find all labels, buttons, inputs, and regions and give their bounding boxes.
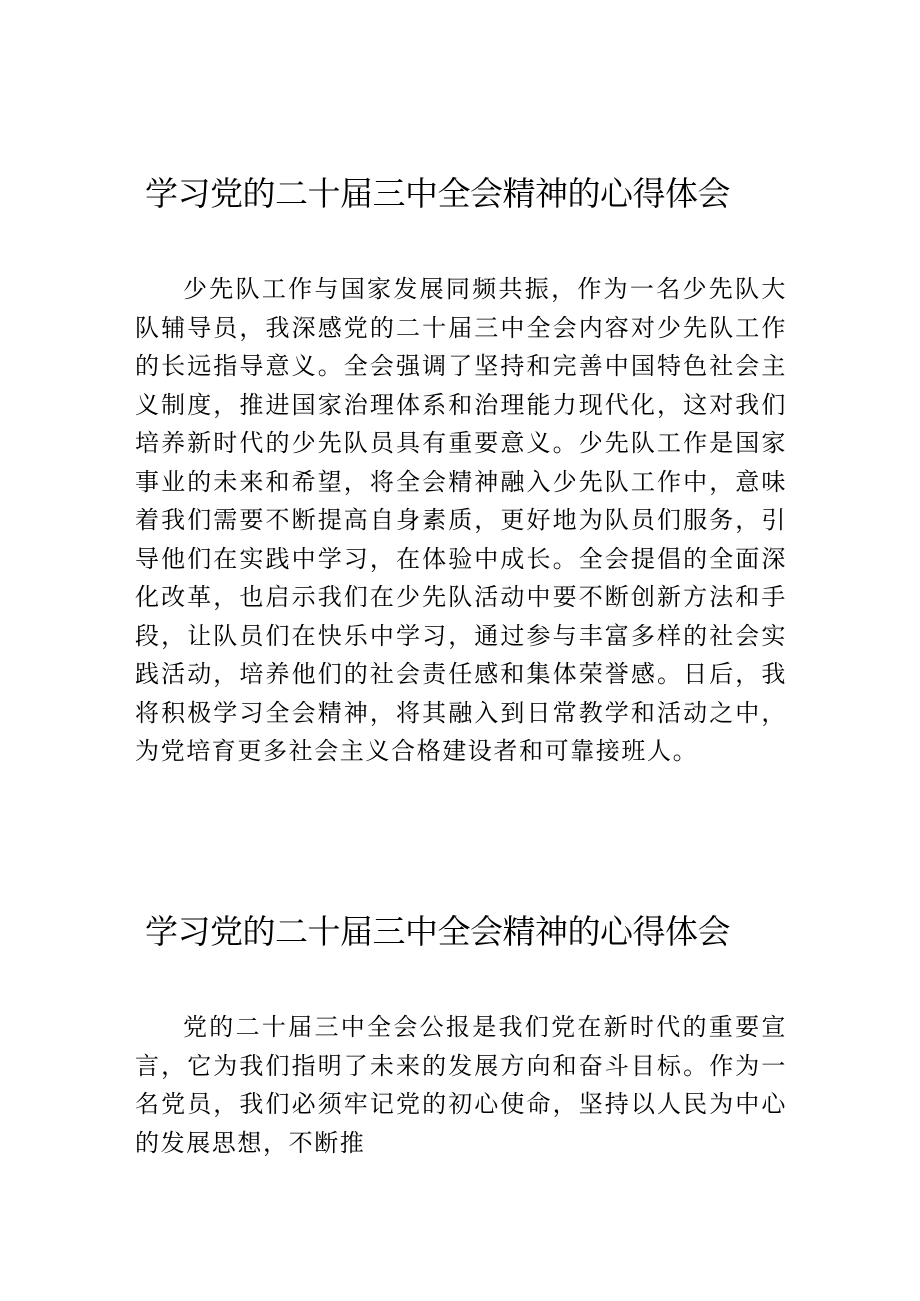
- section-title-2: 学习党的二十届三中全会精神的心得体会: [145, 912, 730, 951]
- section-title-1: 学习党的二十届三中全会精神的心得体会: [145, 174, 730, 213]
- section-body-2: 党的二十届三中全会公报是我们党在新时代的重要宣言，它为我们指明了未来的发展方向和奋斗目标。作为一名党员，我们必须牢记党的初心使命，坚持以人民为中心的发展思想，不断推: [135, 1013, 787, 1157]
- section-body-1: 少先队工作与国家发展同频共振，作为一名少先队大队辅导员，我深感党的二十届三中全会内容对少先队工作的长远指导意义。全会强调了坚持和完善中国特色社会主义制度，推进国家治理体系和治理能力现代化，这对我们培养新时代的少先队员具有重要意义。少先队工作是国家事业的未来和希望，将全会精神融入少先队工作中，意味着我们需要不断提高自身素质，更好地为队员们服务，引导他们在实践中学习，在体验中成长。全会提倡的全面深化改革，也启示我们在少先队活动中要不断创新方法和手段，让队员们在快乐中学习，通过参与丰富多样的社会实践活动，培养他们的社会责任感和集体荣誉感。日后，我将积极学习全会精神，将其融入到日常教学和活动之中，为党培育更多社会主义合格建设者和可靠接班人。: [135, 275, 787, 765]
